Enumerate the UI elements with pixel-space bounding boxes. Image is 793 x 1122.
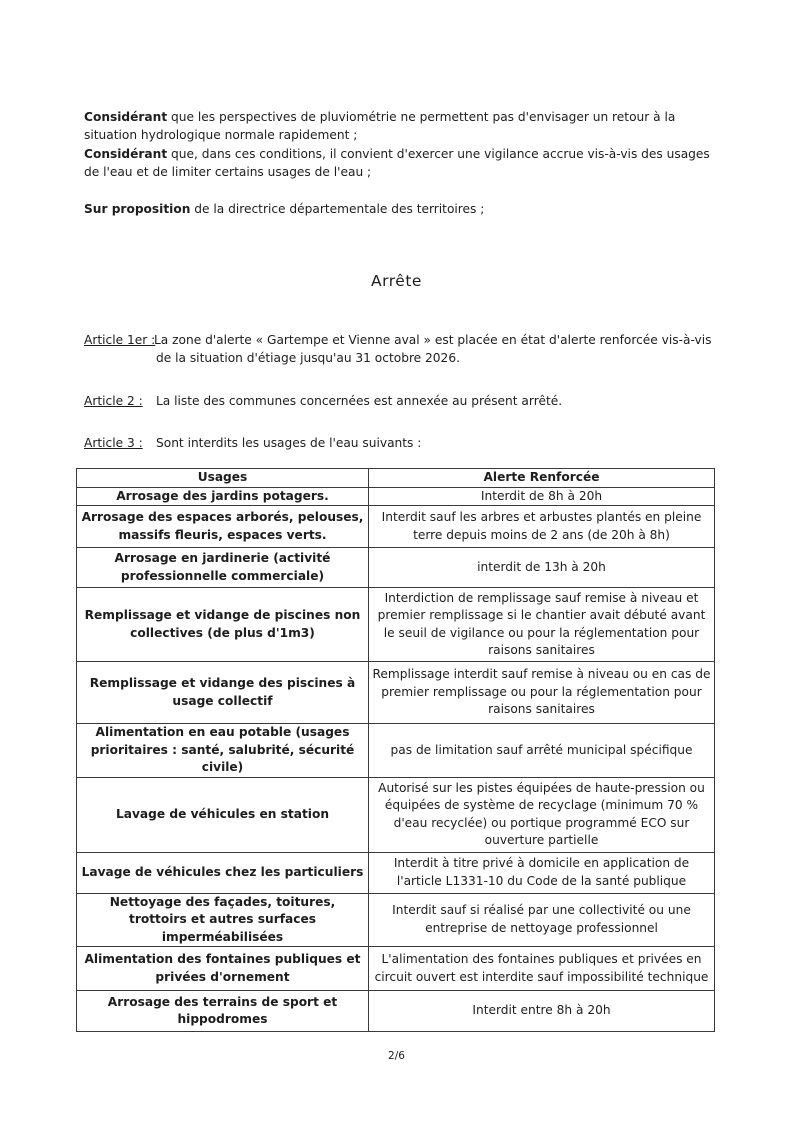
article-text: Sont interdits les usages de l'eau suivants :	[156, 436, 422, 450]
usage-cell: Alimentation en eau potable (usages prioritaires : santé, salubrité, sécurité civile)	[77, 724, 369, 778]
usage-cell: Remplissage et vidange de piscines non collectives (de plus d'1m3)	[77, 588, 369, 662]
article-3	[84, 434, 724, 452]
article-1	[84, 331, 724, 367]
article-label: Article 2 :	[84, 394, 143, 408]
table-row	[77, 588, 715, 662]
alert-cell: Interdit sauf si réalisé par une collectivité ou une entreprise de nettoyage professionnel	[369, 893, 715, 947]
usage-cell: Arrosage des espaces arborés, pelouses, massifs fleuris, espaces verts.	[77, 506, 369, 548]
alert-cell: Interdit entre 8h à 20h	[369, 991, 715, 1032]
considerant-paragraph-2	[84, 145, 724, 181]
bold-lead: Considérant	[84, 110, 168, 124]
page-number: 2/6	[388, 1050, 405, 1062]
usage-cell: Lavage de véhicules en station	[77, 777, 369, 852]
usage-cell: Lavage de véhicules chez les particuliers	[77, 852, 369, 893]
alert-cell: Interdit de 8h à 20h	[369, 487, 715, 506]
bold-lead: Sur proposition	[84, 202, 191, 216]
alert-cell: Interdit à titre privé à domicile en application de l'article L1331-10 du Code de la santé publique	[369, 852, 715, 893]
usage-cell: Remplissage et vidange des piscines à usage collectif	[77, 662, 369, 724]
usage-cell: Arrosage en jardinerie (activité professionnelle commerciale)	[77, 548, 369, 588]
table-row	[77, 852, 715, 893]
table-row	[77, 487, 715, 506]
proposition-paragraph	[84, 200, 724, 218]
document-title: Arrête	[371, 272, 422, 290]
paragraph-text: de la directrice départementale des territoires ;	[190, 202, 485, 216]
table-row	[77, 662, 715, 724]
table-row	[77, 947, 715, 991]
table-row	[77, 893, 715, 947]
alert-cell: Interdit sauf les arbres et arbustes plantés en pleine terre depuis moins de 2 ans (de 20h à 8h)	[369, 506, 715, 548]
usage-cell: Alimentation des fontaines publiques et privées d'ornement	[77, 947, 369, 991]
article-text: La zone d'alerte « Gartempe et Vienne aval » est placée en état d'alerte renforcée vis-à-vis	[154, 333, 712, 347]
alert-cell: Interdiction de remplissage sauf remise à niveau et premier remplissage si le chantier avait débuté avant le seuil de vigilance ou pour la réglementation pour raisons sanitaires	[369, 588, 715, 662]
usages-table	[76, 468, 715, 1032]
paragraph-text: que, dans ces conditions, il convient d'exercer une vigilance accrue vis-à-vis des usages de l'eau et de limiter certains usages de l'eau ;	[84, 147, 710, 179]
usage-cell: Nettoyage des façades, toitures, trottoirs et autres surfaces imperméabilisées	[77, 893, 369, 947]
bold-lead: Considérant	[84, 147, 168, 161]
paragraph-text: que les perspectives de pluviométrie ne permettent pas d'envisager un retour à la situation hydrologique normale rapidement ;	[84, 110, 676, 142]
usage-cell: Arrosage des jardins potagers.	[77, 487, 369, 506]
alert-cell: Autorisé sur les pistes équipées de haute-pression ou équipées de système de recyclage (minimum 70 % d'eau recyclée) ou portique programmé ECO sur ouverture partielle	[369, 777, 715, 852]
header-usages: Usages	[77, 469, 369, 488]
considerant-paragraph-1	[84, 108, 724, 144]
article-text: La liste des communes concernées est annexée au présent arrêté.	[156, 394, 563, 408]
table-row	[77, 548, 715, 588]
header-alerte: Alerte Renforcée	[369, 469, 715, 488]
table-row	[77, 506, 715, 548]
table-row	[77, 724, 715, 778]
alert-cell: L'alimentation des fontaines publiques et privées en circuit ouvert est interdite sauf impossibilité technique	[369, 947, 715, 991]
alert-cell: pas de limitation sauf arrêté municipal spécifique	[369, 724, 715, 778]
alert-cell: Remplissage interdit sauf remise à niveau ou en cas de premier remplissage ou pour la réglementation pour raisons sanitaires	[369, 662, 715, 724]
alert-cell: interdit de 13h à 20h	[369, 548, 715, 588]
article-text-continued: de la situation d'étiage jusqu'au 31 octobre 2026.	[156, 351, 460, 365]
article-2	[84, 392, 724, 410]
article-label: Article 3 :	[84, 436, 143, 450]
article-label: Article 1er :	[84, 333, 156, 347]
table-header-row	[77, 469, 715, 488]
usage-cell: Arrosage des terrains de sport et hippodromes	[77, 991, 369, 1032]
table-row	[77, 777, 715, 852]
table-row	[77, 991, 715, 1032]
